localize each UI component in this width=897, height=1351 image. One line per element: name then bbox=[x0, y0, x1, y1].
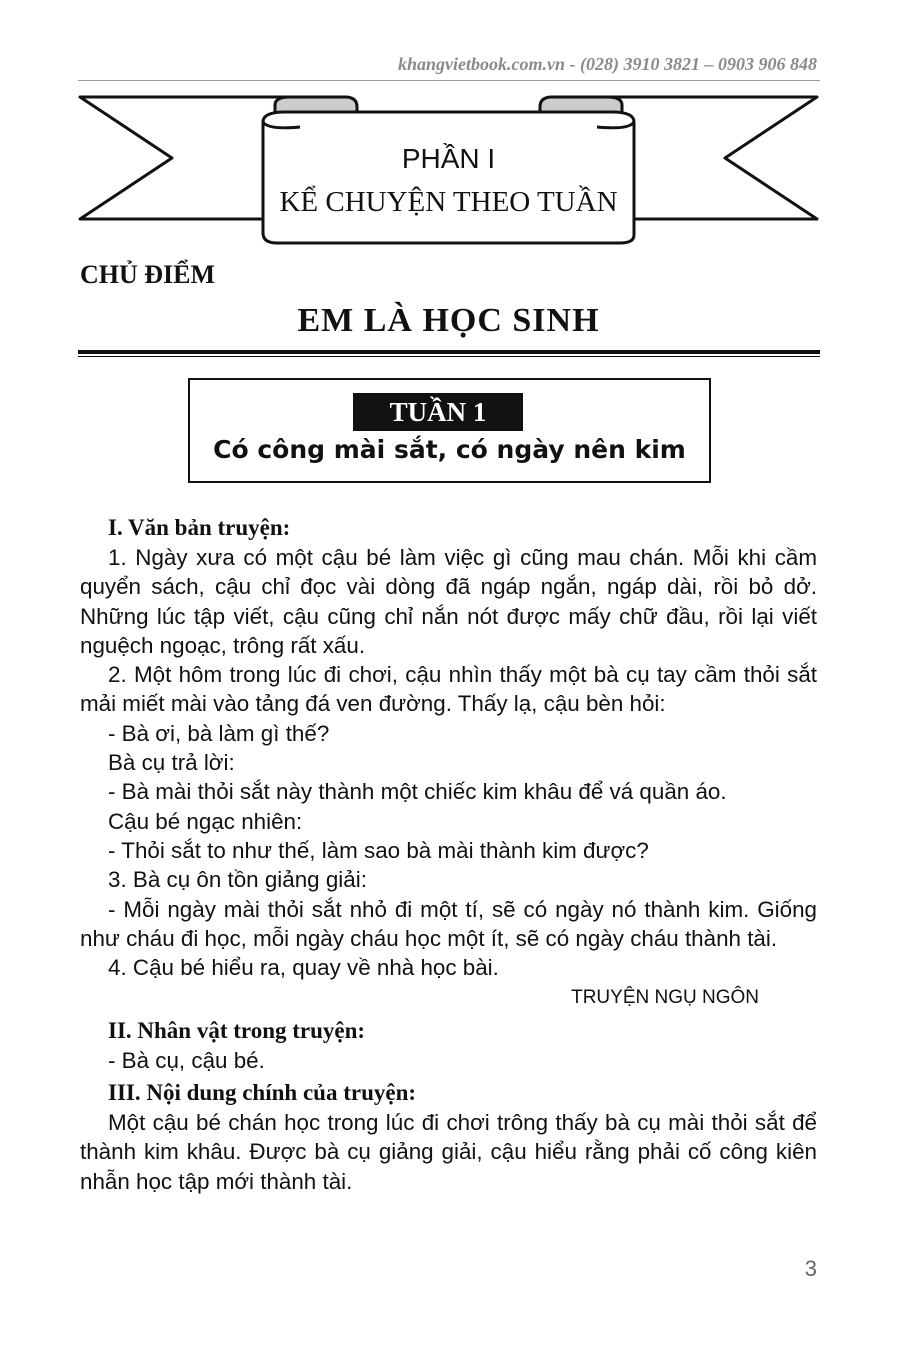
part-label: PHẦN I bbox=[401, 143, 496, 174]
paragraph: - Thỏi sắt to như thế, làm sao bà mài thành kim được? bbox=[108, 837, 649, 863]
paragraph: 3. Bà cụ ôn tồn giảng giải: bbox=[108, 867, 367, 893]
story-title: Có công mài sắt, có ngày nên kim bbox=[213, 435, 686, 464]
story-source: TRUYỆN NGỤ NGÔN bbox=[571, 987, 759, 1009]
paragraph: Một cậu bé chán học trong lúc đi chơi trông thấy bà cụ mài thỏi sắt để thành kim khâu. Được bà cụ giảng giải, cậu hiểu rằng phải cố công kiên nhẫn học tập mới thành tài. bbox=[80, 1110, 817, 1194]
page-header: khangvietbook.com.vn - (028) 3910 3821 – 0903 906 848 bbox=[398, 54, 817, 74]
paragraph: 2. Một hôm trong lúc đi chơi, cậu nhìn thấy một bà cụ tay cầm thỏi sắt mải miết mài vào tảng đá ven đường. Thấy lạ, cậu bèn hỏi: bbox=[80, 662, 817, 717]
theme-title: EM LÀ HỌC SINH bbox=[297, 302, 600, 339]
week-box bbox=[188, 378, 711, 483]
thick-rule bbox=[78, 350, 820, 354]
story-content bbox=[80, 510, 817, 1196]
paragraph: 1. Ngày xưa có một cậu bé làm việc gì cũng mau chán. Mỗi khi cầm quyển sách, cậu chỉ đọc vài dòng đã ngáp ngắn, ngáp dài, rồi bỏ dở. Những lúc tập viết, cậu cũng chỉ nắn nót được mấy chữ đầu, rồi lại viết nguệch ngoạc, trông rất xấu. bbox=[80, 545, 817, 658]
paragraph: - Mỗi ngày mài thỏi sắt nhỏ đi một tí, sẽ có ngày nó thành kim. Giống như cháu đi học, mỗi ngày cháu học một ít, sẽ có ngày cháu thành tài. bbox=[80, 896, 817, 951]
section-heading: I. Văn bản truyện: bbox=[108, 515, 291, 540]
section-heading: II. Nhân vật trong truyện: bbox=[108, 1017, 366, 1043]
thin-rule bbox=[78, 356, 820, 357]
paragraph: 4. Cậu bé hiểu ra, quay về nhà học bài. bbox=[108, 955, 499, 981]
paragraph: Cậu bé ngạc nhiên: bbox=[108, 808, 303, 834]
section-heading: III. Nội dung chính của truyện: bbox=[108, 1080, 417, 1106]
ribbon-center bbox=[263, 112, 634, 243]
part-title: KỂ CHUYỆN THEO TUẦN bbox=[279, 186, 618, 218]
week-label: TUẦN 1 bbox=[353, 393, 523, 431]
theme-label: CHỦ ĐIỂM bbox=[80, 260, 216, 289]
page-number: 3 bbox=[804, 1256, 817, 1281]
paragraph: - Bà mài thỏi sắt này thành một chiếc kim khâu để vá quần áo. bbox=[108, 779, 727, 805]
paragraph: - Bà ơi, bà làm gì thế? bbox=[108, 720, 330, 746]
ribbon-banner bbox=[0, 0, 897, 260]
paragraph: - Bà cụ, cậu bé. bbox=[108, 1047, 265, 1073]
paragraph: Bà cụ trả lời: bbox=[108, 750, 235, 776]
